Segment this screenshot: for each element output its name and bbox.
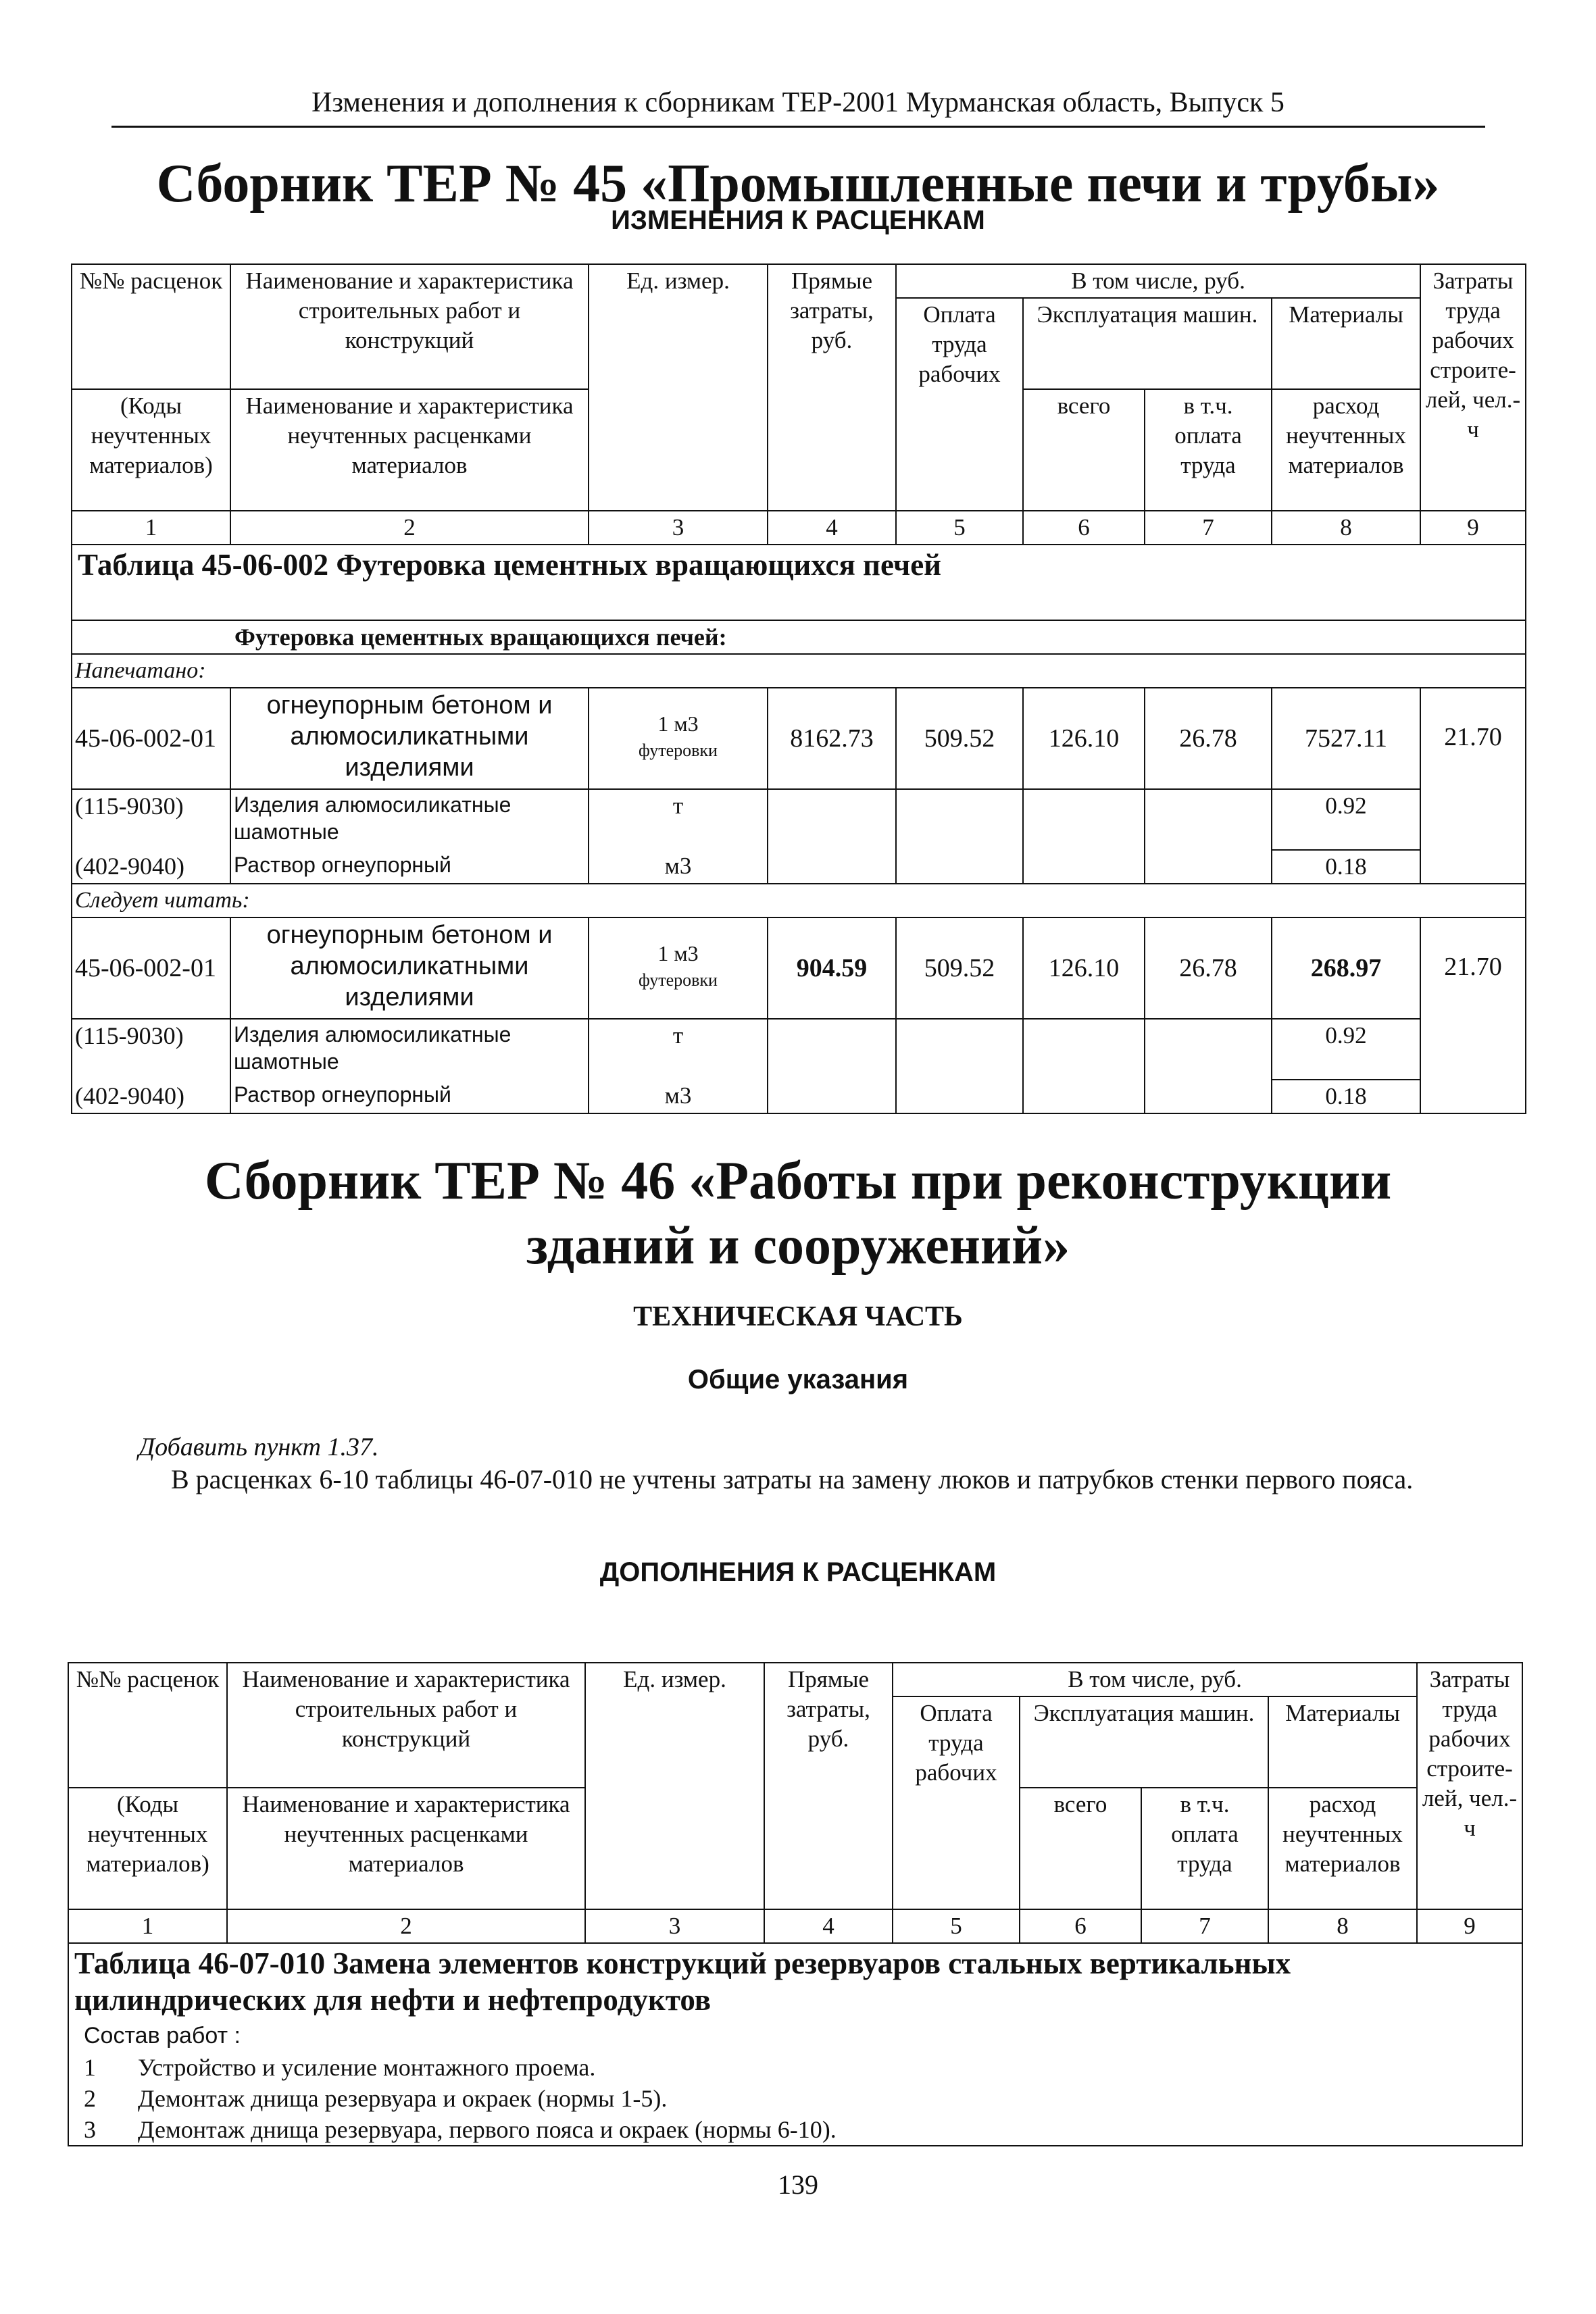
col-number: 3 — [589, 511, 768, 545]
material-name: Изделия алюмосиликатные шамотные — [230, 789, 589, 850]
labor-hours: 21.70 — [1420, 917, 1526, 1113]
empty-cell — [768, 1080, 896, 1113]
material-code: (115-9030) — [72, 1019, 230, 1080]
col-number: 9 — [1420, 511, 1526, 545]
material-name: Раствор огнеупорный — [230, 850, 589, 884]
printed-label: Напечатано: — [72, 654, 1526, 688]
material-name: Изделия алюмосиликатные шамотные — [230, 1019, 589, 1080]
unit-top: 1 м3 — [657, 711, 699, 736]
col-number: 2 — [230, 511, 589, 545]
materials-cost: 7527.11 — [1272, 688, 1420, 789]
rate-name: огнеупорным бетоном и алюмосиликатными изделиями — [230, 917, 589, 1019]
empty-cell — [1023, 1019, 1145, 1080]
header-materials: Материалы — [1268, 1696, 1417, 1788]
header-machines-labor: в т.ч. оплата труда — [1145, 389, 1272, 511]
should-read-label: Следует читать: — [72, 884, 1526, 917]
material-qty: 0.18 — [1272, 1080, 1420, 1113]
col-number: 2 — [227, 1909, 585, 1943]
empty-cell — [896, 789, 1023, 850]
material-qty: 0.18 — [1272, 850, 1420, 884]
work-item-number: 2 — [84, 2085, 96, 2112]
empty-cell — [1145, 789, 1272, 850]
material-unit: м3 — [589, 1080, 768, 1113]
rate-code: 45-06-002-01 — [72, 688, 230, 789]
header-material-codes: (Коды неучтенных материалов) — [68, 1788, 227, 1909]
rate-code: 45-06-002-01 — [72, 917, 230, 1019]
tech-part-heading: ТЕХНИЧЕСКАЯ ЧАСТЬ — [633, 1301, 963, 1332]
header-machines-total: всего — [1020, 1788, 1141, 1909]
collection-45-title: Сборник ТЕР № 45 «Промышленные печи и трубы» — [156, 154, 1440, 213]
unit-bottom: футеровки — [639, 740, 718, 760]
col-number: 7 — [1141, 1909, 1268, 1943]
work-item — [68, 2114, 1522, 2146]
machines-cost: 126.10 — [1023, 688, 1145, 789]
col-number: 8 — [1272, 511, 1420, 545]
table-45-title: Таблица 45-06-002 Футеровка цементных вращающихся печей — [72, 545, 1526, 620]
material-unit: т — [589, 789, 768, 850]
collection-46-title-line1: Сборник ТЕР № 46 «Работы при реконструкции — [204, 1151, 1392, 1211]
work-item-text: Устройство и усиление монтажного проема. — [138, 2054, 596, 2081]
materials-cost: 268.97 — [1272, 917, 1420, 1019]
empty-cell — [1023, 789, 1145, 850]
running-header: Изменения и дополнения к сборникам ТЕР-2001 Мурманская область, Выпуск 5 — [311, 87, 1285, 118]
material-qty: 0.92 — [1272, 789, 1420, 850]
col-number: 1 — [72, 511, 230, 545]
work-item-text: Демонтаж днища резервуара и окраек (нормы 1-5). — [138, 2085, 668, 2112]
table-45-section: Футеровка цементных вращающихся печей: — [72, 620, 1526, 654]
direct-cost: 8162.73 — [768, 688, 896, 789]
header-direct: Прямые затраты, руб. — [764, 1663, 893, 1909]
empty-cell — [896, 1019, 1023, 1080]
changes-subtitle: ИЗМЕНЕНИЯ К РАСЦЕНКАМ — [611, 205, 985, 235]
rate-unit — [589, 917, 768, 1019]
empty-cell — [896, 850, 1023, 884]
col-number: 4 — [768, 511, 896, 545]
machines-labor-cost: 26.78 — [1145, 917, 1272, 1019]
material-code: (402-9040) — [72, 1080, 230, 1113]
header-machines-total: всего — [1023, 389, 1145, 511]
work-item-text: Демонтаж днища резервуара, первого пояса и окраек (нормы 6-10). — [138, 2116, 837, 2143]
header-labor: Оплата труда рабочих — [896, 298, 1023, 511]
page-number: 139 — [778, 2169, 818, 2200]
rate-name: огнеупорным бетоном и алюмосиликатными изделиями — [230, 688, 589, 789]
header-including: В том числе, руб. — [896, 264, 1420, 298]
unit-top: 1 м3 — [657, 941, 699, 965]
header-labor-hours: Затраты труда рабочих строите-лей, чел.-ч — [1420, 264, 1526, 511]
collection-46-title-line2: зданий и сооружений» — [526, 1216, 1070, 1276]
col-number: 7 — [1145, 511, 1272, 545]
col-number: 5 — [896, 511, 1023, 545]
header-codes: №№ расценок — [68, 1663, 227, 1788]
empty-cell — [1145, 1080, 1272, 1113]
add-point-note: Добавить пункт 1.37. — [139, 1433, 379, 1461]
empty-cell — [1023, 850, 1145, 884]
labor-cost: 509.52 — [896, 917, 1023, 1019]
table-45 — [71, 263, 1526, 1114]
table-46-title: Таблица 46-07-010 Замена элементов конструкций резервуаров стальных вертикальных цилиндрических для нефти и нефтепродуктов — [68, 1943, 1522, 2019]
header-machines: Эксплуатация машин. — [1023, 298, 1272, 389]
header-rule — [111, 126, 1485, 128]
header-unit: Ед. измер. — [589, 264, 768, 511]
header-direct: Прямые затраты, руб. — [768, 264, 896, 511]
col-number: 4 — [764, 1909, 893, 1943]
header-material-names: Наименование и характеристика неучтенных расценками материалов — [230, 389, 589, 511]
header-name: Наименование и характеристика строительных работ и конструкций — [230, 264, 589, 389]
empty-cell — [1023, 1080, 1145, 1113]
col-number: 3 — [585, 1909, 764, 1943]
header-machines-labor: в т.ч. оплата труда — [1141, 1788, 1268, 1909]
table-46 — [68, 1662, 1523, 2146]
header-codes: №№ расценок — [72, 264, 230, 389]
header-consumption: расход неучтенных материалов — [1272, 389, 1420, 511]
general-heading: Общие указания — [687, 1365, 909, 1394]
labor-cost: 509.52 — [896, 688, 1023, 789]
header-labor-hours: Затраты труда рабочих строите-лей, чел.-ч — [1417, 1663, 1522, 1909]
empty-cell — [1145, 850, 1272, 884]
general-paragraph: В расценках 6-10 таблицы 46-07-010 не учтены затраты на замену люков и патрубков стенки первого пояса. — [171, 1464, 1414, 1494]
col-number: 5 — [893, 1909, 1020, 1943]
header-machines: Эксплуатация машин. — [1020, 1696, 1268, 1788]
direct-cost: 904.59 — [768, 917, 896, 1019]
empty-cell — [768, 1019, 896, 1080]
header-materials: Материалы — [1272, 298, 1420, 389]
labor-hours: 21.70 — [1420, 688, 1526, 884]
material-qty: 0.92 — [1272, 1019, 1420, 1080]
machines-labor-cost: 26.78 — [1145, 688, 1272, 789]
material-code: (115-9030) — [72, 789, 230, 850]
empty-cell — [768, 850, 896, 884]
machines-cost: 126.10 — [1023, 917, 1145, 1019]
header-material-names: Наименование и характеристика неучтенных расценками материалов — [227, 1788, 585, 1909]
work-item-number: 3 — [84, 2116, 96, 2143]
empty-cell — [896, 1080, 1023, 1113]
material-unit: т — [589, 1019, 768, 1080]
additions-subtitle: ДОПОЛНЕНИЯ К РАСЦЕНКАМ — [599, 1557, 997, 1587]
col-number: 9 — [1417, 1909, 1522, 1943]
work-item — [68, 2083, 1522, 2114]
unit-bottom: футеровки — [639, 970, 718, 990]
header-labor: Оплата труда рабочих — [893, 1696, 1020, 1909]
col-number: 6 — [1023, 511, 1145, 545]
material-name: Раствор огнеупорный — [230, 1080, 589, 1113]
col-number: 1 — [68, 1909, 227, 1943]
col-number: 6 — [1020, 1909, 1141, 1943]
work-item-number: 1 — [84, 2054, 96, 2081]
header-unit: Ед. измер. — [585, 1663, 764, 1909]
empty-cell — [1145, 1019, 1272, 1080]
col-number: 8 — [1268, 1909, 1417, 1943]
material-code: (402-9040) — [72, 850, 230, 884]
header-consumption: расход неучтенных материалов — [1268, 1788, 1417, 1909]
work-item — [68, 2052, 1522, 2083]
header-material-codes: (Коды неучтенных материалов) — [72, 389, 230, 511]
header-name: Наименование и характеристика строительных работ и конструкций — [227, 1663, 585, 1788]
work-composition-label: Состав работ : — [68, 2019, 1522, 2052]
header-including: В том числе, руб. — [893, 1663, 1417, 1696]
rate-unit — [589, 688, 768, 789]
empty-cell — [768, 789, 896, 850]
material-unit: м3 — [589, 850, 768, 884]
